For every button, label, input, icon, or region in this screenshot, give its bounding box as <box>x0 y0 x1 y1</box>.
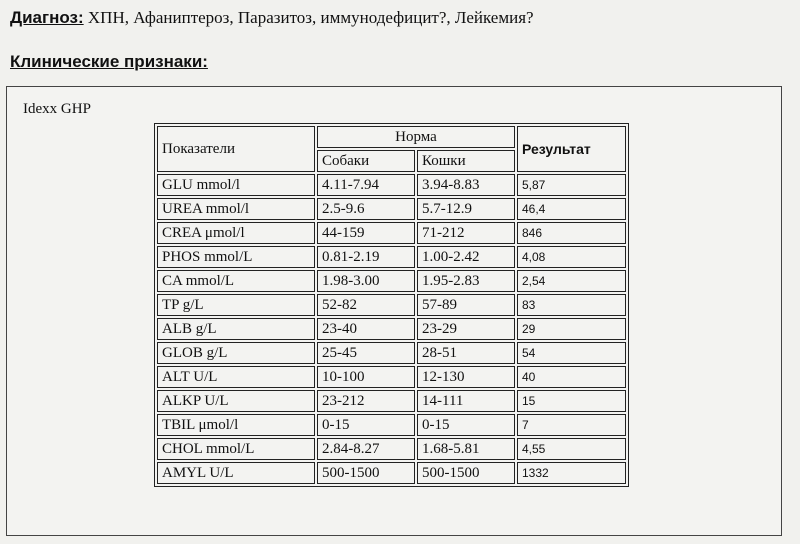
diagnosis-line <box>10 8 534 28</box>
indicator-cell: ALT U/L <box>157 366 315 388</box>
result-cell: 29 <box>517 318 626 340</box>
table-row <box>157 246 626 268</box>
table-row <box>157 462 626 484</box>
cats-norm-cell: 1.68-5.81 <box>417 438 515 460</box>
result-cell: 15 <box>517 390 626 412</box>
table-row <box>157 414 626 436</box>
cats-norm-cell: 5.7-12.9 <box>417 198 515 220</box>
lab-source-label: Idexx GHP <box>23 101 91 117</box>
result-cell: 83 <box>517 294 626 316</box>
indicator-cell: ALKP U/L <box>157 390 315 412</box>
dogs-norm-cell: 1.98-3.00 <box>317 270 415 292</box>
result-header: Результат <box>517 126 626 172</box>
indicator-cell: GLU mmol/l <box>157 174 315 196</box>
cats-norm-cell: 71-212 <box>417 222 515 244</box>
indicator-cell: PHOS mmol/L <box>157 246 315 268</box>
norm-header: Норма <box>317 126 515 148</box>
result-cell: 40 <box>517 366 626 388</box>
table-row <box>157 174 626 196</box>
lab-rows <box>157 174 626 484</box>
indicator-cell: CA mmol/L <box>157 270 315 292</box>
dogs-norm-cell: 44-159 <box>317 222 415 244</box>
cats-norm-cell: 500-1500 <box>417 462 515 484</box>
cats-header: Кошки <box>417 150 515 172</box>
cats-norm-cell: 12-130 <box>417 366 515 388</box>
result-cell: 2,54 <box>517 270 626 292</box>
dogs-norm-cell: 10-100 <box>317 366 415 388</box>
indicator-cell: TP g/L <box>157 294 315 316</box>
indicator-cell: ALB g/L <box>157 318 315 340</box>
lab-results-table <box>154 123 629 487</box>
table-row <box>157 438 626 460</box>
result-cell: 4,08 <box>517 246 626 268</box>
cats-norm-cell: 14-111 <box>417 390 515 412</box>
result-cell: 846 <box>517 222 626 244</box>
dogs-norm-cell: 23-40 <box>317 318 415 340</box>
table-row <box>157 342 626 364</box>
cats-norm-cell: 23-29 <box>417 318 515 340</box>
table-row <box>157 318 626 340</box>
dogs-norm-cell: 4.11-7.94 <box>317 174 415 196</box>
indicator-cell: AMYL U/L <box>157 462 315 484</box>
cats-norm-cell: 1.00-2.42 <box>417 246 515 268</box>
clinical-signs-heading: Клинические признаки: <box>10 52 208 71</box>
result-cell: 46,4 <box>517 198 626 220</box>
lab-results-box <box>6 86 782 536</box>
result-cell: 7 <box>517 414 626 436</box>
cats-norm-cell: 3.94-8.83 <box>417 174 515 196</box>
result-cell: 54 <box>517 342 626 364</box>
indicator-cell: GLOB g/L <box>157 342 315 364</box>
indicator-cell: TBIL μmol/l <box>157 414 315 436</box>
dogs-norm-cell: 25-45 <box>317 342 415 364</box>
result-cell: 5,87 <box>517 174 626 196</box>
dogs-norm-cell: 2.5-9.6 <box>317 198 415 220</box>
dogs-norm-cell: 2.84-8.27 <box>317 438 415 460</box>
dogs-norm-cell: 52-82 <box>317 294 415 316</box>
indicator-cell: UREA mmol/l <box>157 198 315 220</box>
indicator-header: Показатели <box>157 126 315 172</box>
cats-norm-cell: 0-15 <box>417 414 515 436</box>
indicator-cell: CHOL mmol/L <box>157 438 315 460</box>
table-row <box>157 366 626 388</box>
table-row <box>157 390 626 412</box>
table-row <box>157 222 626 244</box>
dogs-header: Собаки <box>317 150 415 172</box>
dogs-norm-cell: 0-15 <box>317 414 415 436</box>
indicator-cell: CREA μmol/l <box>157 222 315 244</box>
table-row <box>157 294 626 316</box>
cats-norm-cell: 28-51 <box>417 342 515 364</box>
table-row <box>157 198 626 220</box>
cats-norm-cell: 57-89 <box>417 294 515 316</box>
result-cell: 4,55 <box>517 438 626 460</box>
table-row <box>157 270 626 292</box>
cats-norm-cell: 1.95-2.83 <box>417 270 515 292</box>
diagnosis-label: Диагноз: <box>10 8 84 27</box>
result-cell: 1332 <box>517 462 626 484</box>
dogs-norm-cell: 23-212 <box>317 390 415 412</box>
diagnosis-text: ХПН, Афаниптероз, Паразитоз, иммунодефицит?, Лейкемия? <box>83 8 534 27</box>
dogs-norm-cell: 0.81-2.19 <box>317 246 415 268</box>
dogs-norm-cell: 500-1500 <box>317 462 415 484</box>
